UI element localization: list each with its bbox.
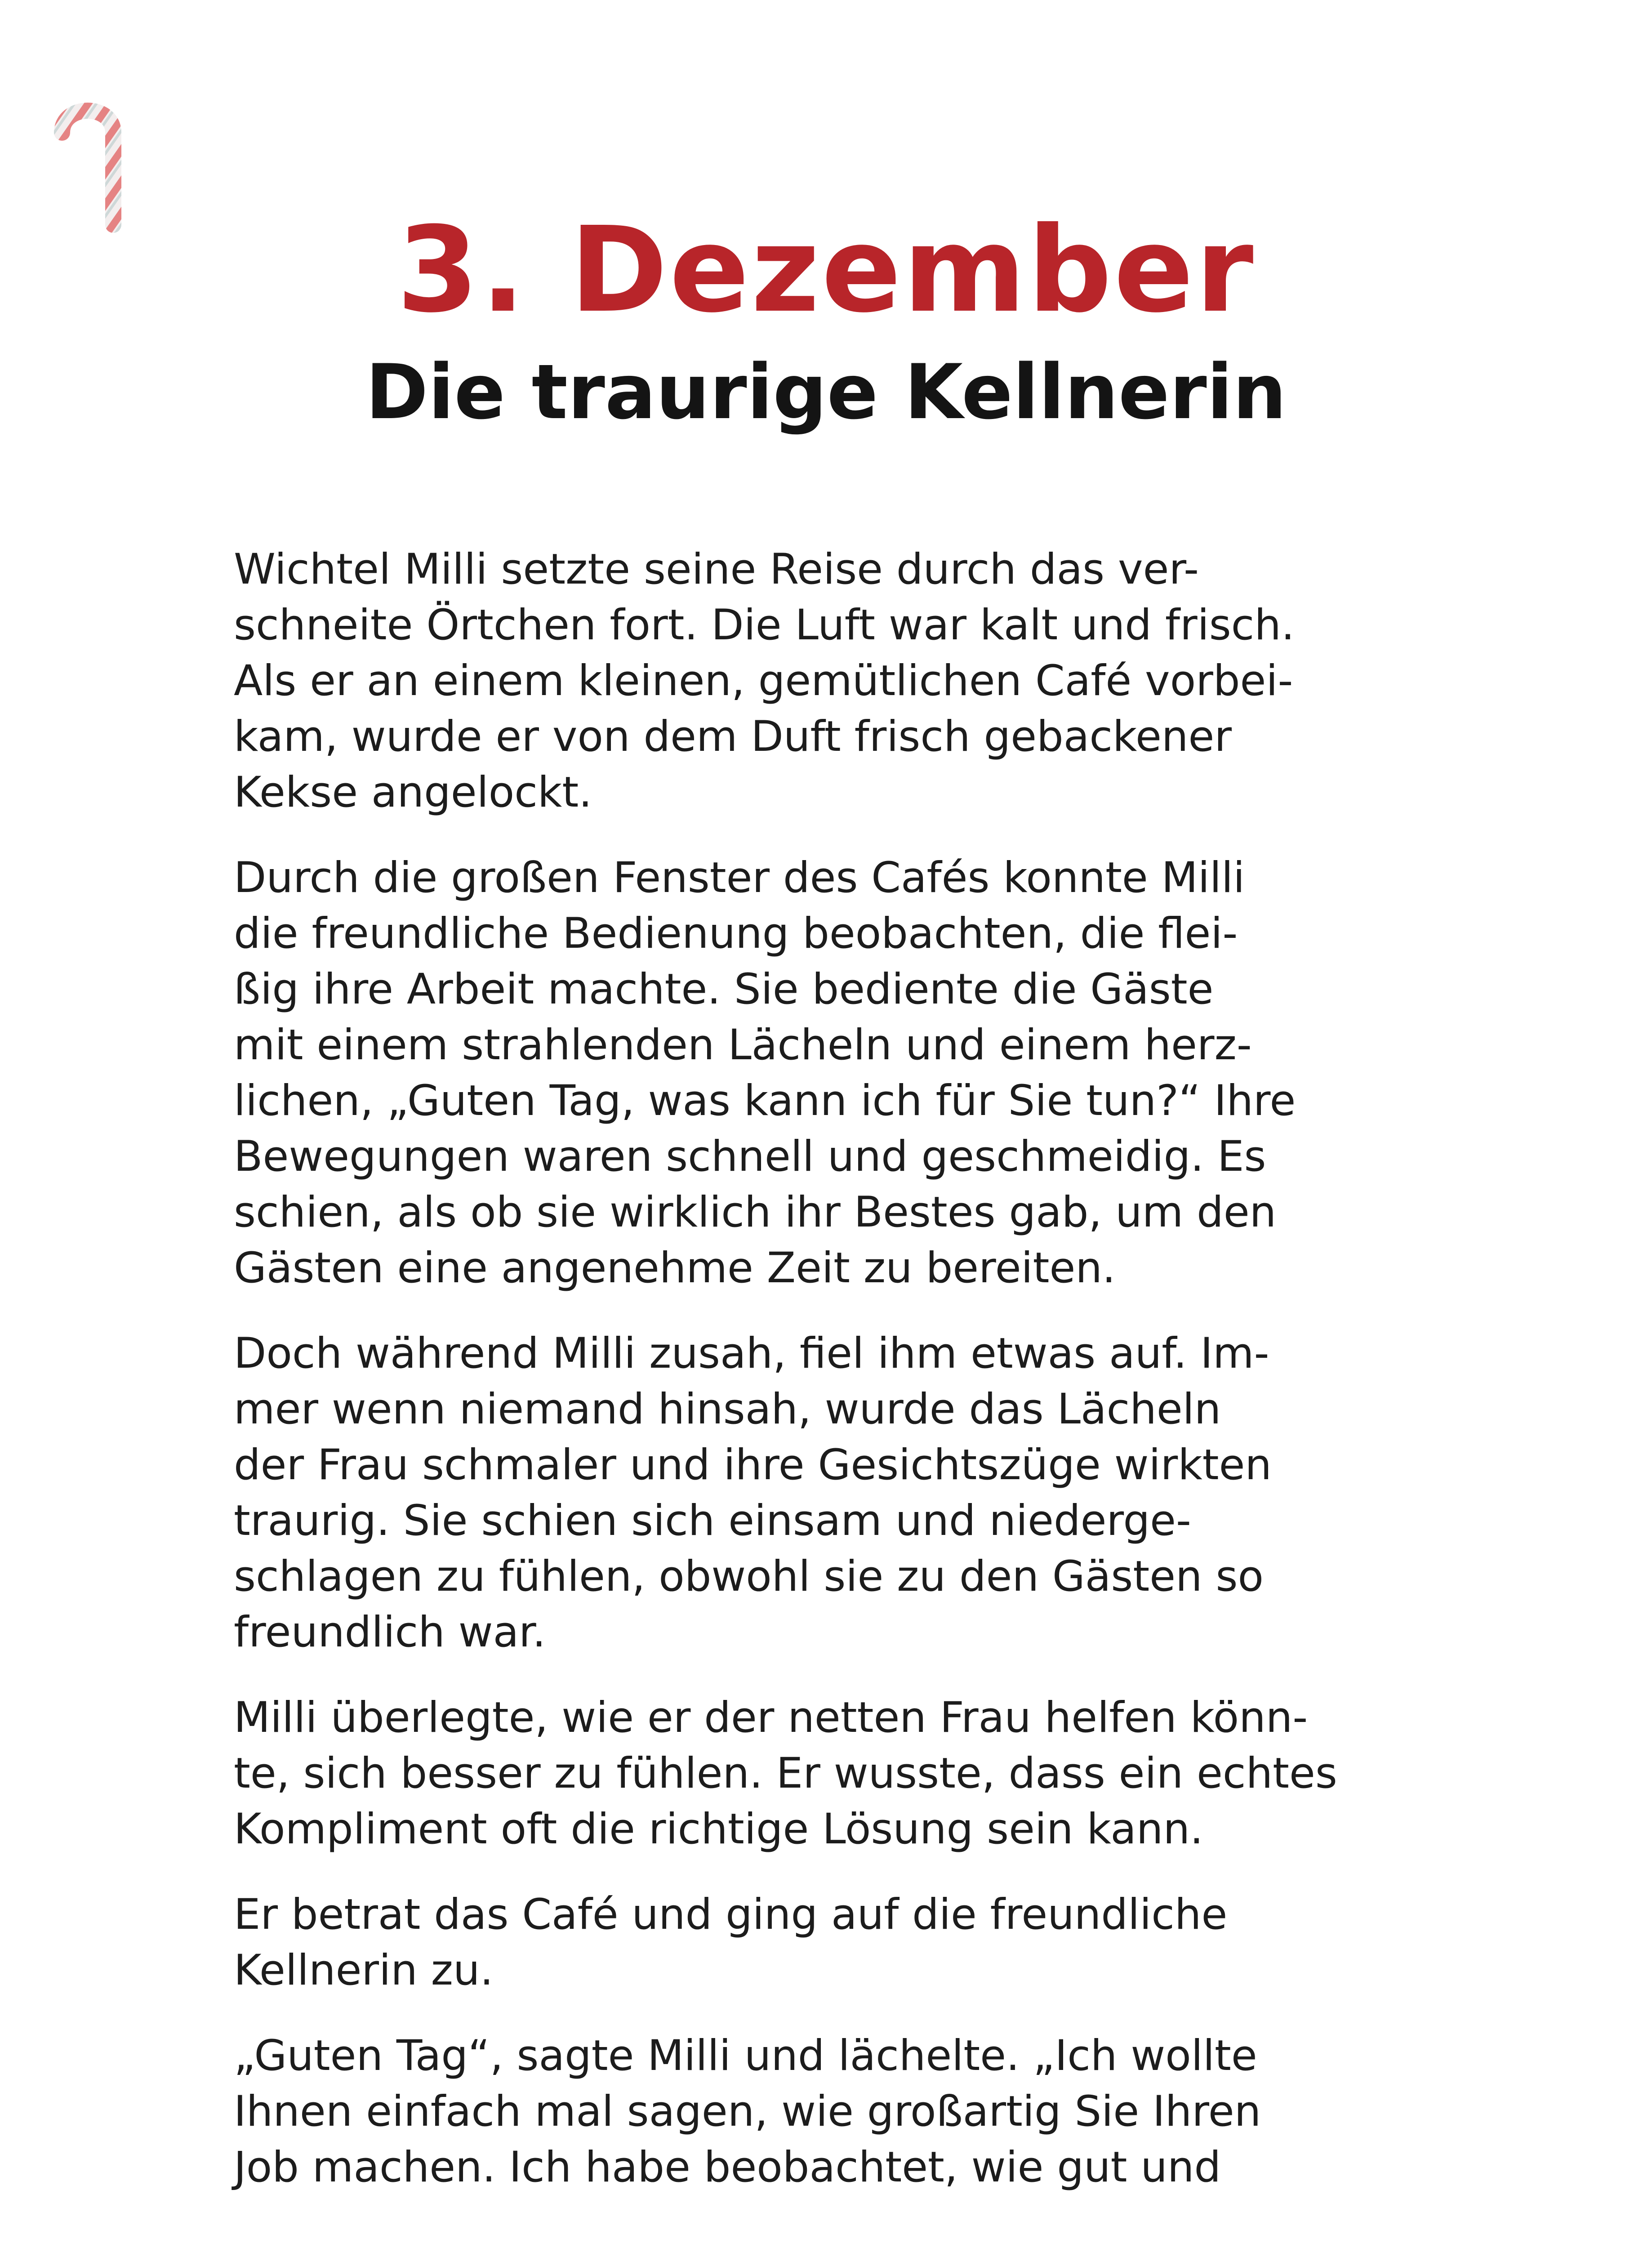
text-line: traurig. Sie schien sich einsam und niederge-: [234, 1496, 1191, 1545]
text-line: kam, wurde er von dem Duft frisch gebackener: [234, 712, 1232, 761]
chapter-title: 3. Dezember: [396, 201, 1256, 339]
text-line: Durch die großen Fenster des Cafés konnte Milli: [234, 853, 1245, 902]
text-line: mit einem strahlenden Lächeln und einem herz-: [234, 1021, 1252, 1070]
paragraph: [234, 542, 1403, 821]
text-line: freundlich war.: [234, 1608, 546, 1657]
text-line: te, sich besser zu fühlen. Er wusste, dass ein echtes: [234, 1749, 1337, 1798]
text-line: „Guten Tag“, sagte Milli und lächelte. „Ich wollte: [234, 2031, 1257, 2080]
text-line: Wichtel Milli setzte seine Reise durch das ver-: [234, 545, 1199, 594]
text-line: Doch während Milli zusah, fiel ihm etwas auf. Im-: [234, 1329, 1269, 1378]
text-line: lichen, „Guten Tag, was kann ich für Sie tun?“ Ihre: [234, 1076, 1296, 1125]
text-line: Bewegungen waren schnell und geschmeidig. Es: [234, 1132, 1266, 1181]
paragraph: [234, 850, 1403, 1296]
text-line: Als er an einem kleinen, gemütlichen Café vorbei-: [234, 656, 1293, 705]
paragraph: [234, 2028, 1403, 2195]
text-line: Gästen eine angenehme Zeit zu bereiten.: [234, 1244, 1116, 1293]
text-line: Kellnerin zu.: [234, 1946, 494, 1995]
chapter-subtitle: Die traurige Kellnerin: [365, 348, 1287, 436]
story-text: [234, 542, 1403, 2225]
text-line: ßig ihre Arbeit machte. Sie bediente die Gäste: [234, 965, 1214, 1014]
text-line: Milli überlegte, wie er der netten Frau helfen könn-: [234, 1693, 1308, 1742]
text-line: die freundliche Bedienung beobachten, die flei-: [234, 909, 1238, 958]
text-line: Er betrat das Café und ging auf die freundliche: [234, 1890, 1228, 1939]
text-line: der Frau schmaler und ihre Gesichtszüge wirkten: [234, 1441, 1272, 1490]
text-line: Kompliment oft die richtige Lösung sein kann.: [234, 1805, 1203, 1854]
text-line: schien, als ob sie wirklich ihr Bestes gab, um den: [234, 1188, 1277, 1237]
paragraph: [234, 1326, 1403, 1660]
text-line: Job machen. Ich habe beobachtet, wie gut und: [234, 2143, 1221, 2192]
text-line: schlagen zu fühlen, obwohl sie zu den Gästen so: [234, 1552, 1264, 1601]
paragraph: [234, 1887, 1403, 1998]
text-line: mer wenn niemand hinsah, wurde das Lächeln: [234, 1385, 1221, 1434]
text-line: Ihnen einfach mal sagen, wie großartig Sie Ihren: [234, 2087, 1261, 2136]
text-line: Kekse angelockt.: [234, 768, 592, 817]
text-line: schneite Örtchen fort. Die Luft war kalt und frisch.: [234, 601, 1295, 650]
paragraph: [234, 1690, 1403, 1857]
